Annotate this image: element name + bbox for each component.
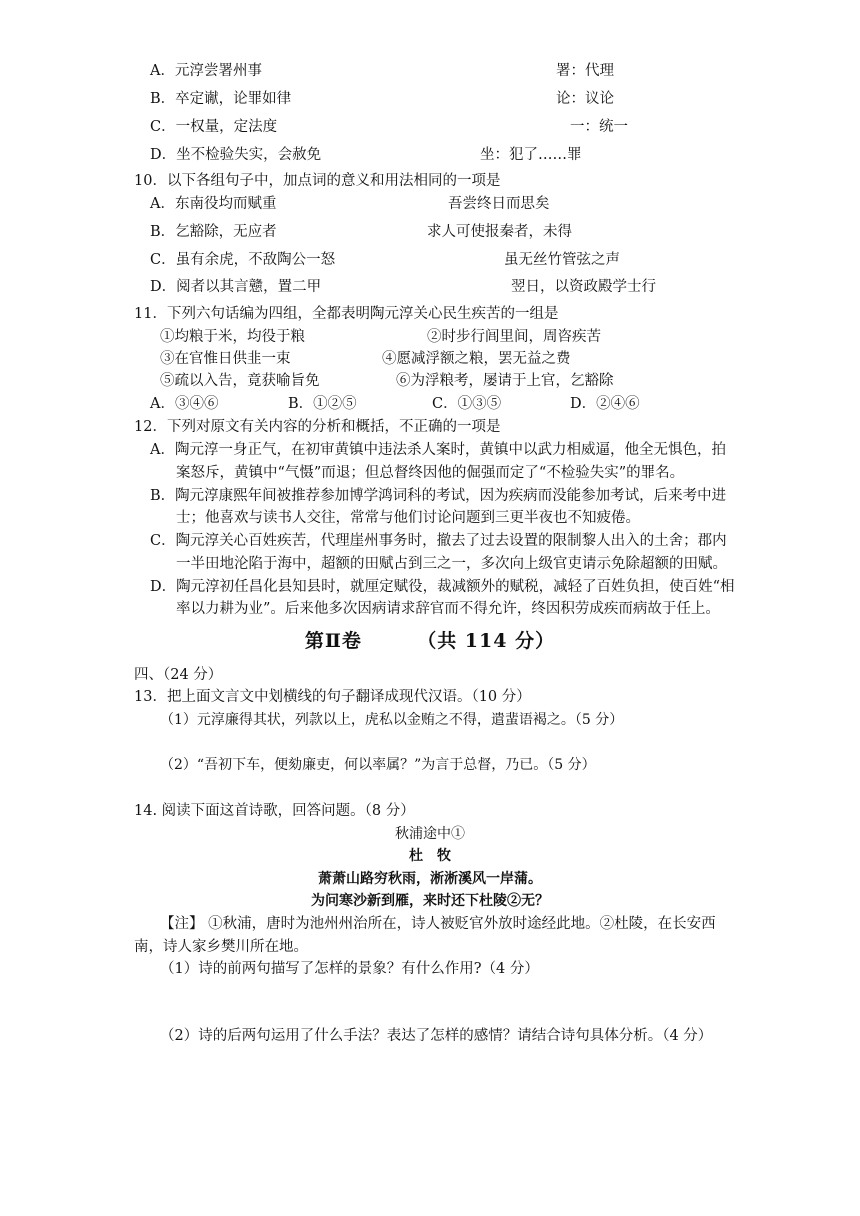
q9-option-c-note: 一：统一 <box>570 119 628 135</box>
part-two-heading <box>0 626 860 653</box>
q11-option-a: A．③④⑥ <box>150 396 219 412</box>
q11-option-c: C．①③⑤ <box>432 396 502 412</box>
q9-option-d-note: 坐：犯了……罪 <box>480 147 582 163</box>
poem-note-line2: 南，诗人家乡樊川所在地。 <box>134 939 308 955</box>
q10-option-b-right: 求人可使报秦者，未得 <box>427 224 572 240</box>
q11-option-b: B．①②⑤ <box>288 396 357 412</box>
q11-stem: 11．下列六句话编为四组，全都表明陶元淳关心民生疾苦的一组是 <box>134 306 559 322</box>
q12-option-d-line1: D．陶元淳初任昌化县知县时，就厘定赋役，裁减额外的赋税，减轻了百姓负担，使百姓“相 <box>150 579 735 595</box>
q12-option-b-line1: B．陶元淳康熙年间被推荐参加博学鸿词科的考试，因为疾病而没能参加考试，后来考中进 <box>150 488 727 504</box>
q11-sentence-1: ①均粮于米，均役于粮 <box>160 329 305 345</box>
q10-option-c-right: 虽无丝竹管弦之声 <box>504 252 620 268</box>
q10-option-c-left: C．虽有余虎，不敌陶公一怒 <box>150 252 336 268</box>
poem-line-1: 萧萧山路穷秋雨，淅淅溪风一岸蒲。 <box>318 871 542 887</box>
q10-option-d-left: D．阅者以其言戆，置二甲 <box>150 279 322 295</box>
q11-sentence-6: ⑥为浮粮考，屡请于上官，乞豁除 <box>396 373 614 389</box>
section-four-heading: 四、（24 分） <box>134 667 223 683</box>
q9-option-c: C．一权量，定法度 <box>150 119 278 135</box>
q11-sentence-3: ③在官惟日供韭一束 <box>160 351 291 367</box>
q12-stem: 12．下列对原文有关内容的分析和概括，不正确的一项是 <box>134 419 501 435</box>
q13-stem: 13．把上面文言文中划横线的句子翻译成现代汉语。（10 分） <box>134 689 531 705</box>
q9-option-a-note: 署：代理 <box>556 63 614 79</box>
q13-sentence-2: （2）“吾初下车，便劾廉吏，何以率属？”为言于总督，乃已。（5 分） <box>160 757 596 773</box>
poem-line-2: 为问寒沙新到雁，来时还下杜陵②无？ <box>311 893 549 909</box>
poem-note-line1: 【注】 ①秋浦，唐时为池州州治所在，诗人被贬官外放时途经此地。②杜陵，在长安西 <box>160 916 716 932</box>
q9-option-b-note: 论：议论 <box>556 91 614 107</box>
q10-option-d-right: 翌日，以资政殿学士行 <box>511 279 656 295</box>
q12-option-c-line1: C．陶元淳关心百姓疾苦，代理崖州事务时，撤去了过去设置的限制黎人出入的土舍；郡内 <box>150 533 727 549</box>
poem-author: 杜 牧 <box>409 848 451 864</box>
q12-option-a-line1: A．陶元淳一身正气，在初审黄镇中违法杀人案时，黄镇中以武力相威逼，他全无惧色，拍 <box>150 442 726 458</box>
q9-option-a: A．元淳尝署州事 <box>150 63 262 79</box>
q9-option-d: D．坐不检验失实，会赦免 <box>150 147 322 163</box>
q14-stem: 14. 阅读下面这首诗歌，回答问题。（8 分） <box>134 803 415 819</box>
q11-sentence-5: ⑤疏以入告，竟获喻旨免 <box>160 373 320 389</box>
q14-subquestion-1: （1）诗的前两句描写了怎样的景象？有什么作用?（4 分） <box>160 961 539 977</box>
poem-title: 秋浦途中① <box>395 826 465 842</box>
q9-option-b: B．卒定谳，论罪如律 <box>150 91 292 107</box>
q10-option-a-right: 吾尝终日而思矣 <box>448 196 550 212</box>
q11-sentence-4: ④愿减浮额之粮，罢无益之费 <box>382 351 571 367</box>
q12-option-b-line2: 士；他喜欢与读书人交往，常常与他们讨论问题到三更半夜也不知疲倦。 <box>176 510 640 526</box>
q12-option-c-line2: 一半田地沦陷于海中，超额的田赋占到三之一，多次向上级官吏请示免除超额的田赋。 <box>176 556 727 572</box>
q10-stem: 10．以下各组句子中，加点词的意义和用法相同的一项是 <box>134 173 501 189</box>
q10-option-a-left: A．东南役均而赋重 <box>150 196 277 212</box>
q13-sentence-1: （1）元淳廉得其状，列款以上，虎私以金贿之不得，遣蜚语褐之。（5 分） <box>160 712 624 728</box>
part-two-title: 第Ⅱ卷 <box>304 630 362 652</box>
q12-option-d-line2: 率以力耕为业”。后来他多次因病请求辞官而不得允许，终因积劳成疾而病故于任上。 <box>176 601 720 617</box>
q14-subquestion-2: （2）诗的后两句运用了什么手法？表达了怎样的感情？请结合诗句具体分析。（4 分） <box>160 1028 713 1044</box>
q11-option-d: D．②④⑥ <box>570 396 640 412</box>
q11-sentence-2: ②时步行闾里间，周咨疾苦 <box>427 329 601 345</box>
q10-option-b-left: B．乞豁除，无应者 <box>150 224 277 240</box>
q12-option-a-line2: 案怒斥，黄镇中“气慑”而退；但总督终因他的倔强而定了“不检验失实”的罪名。 <box>176 465 685 481</box>
part-two-score: （共 114 分） <box>417 630 556 652</box>
